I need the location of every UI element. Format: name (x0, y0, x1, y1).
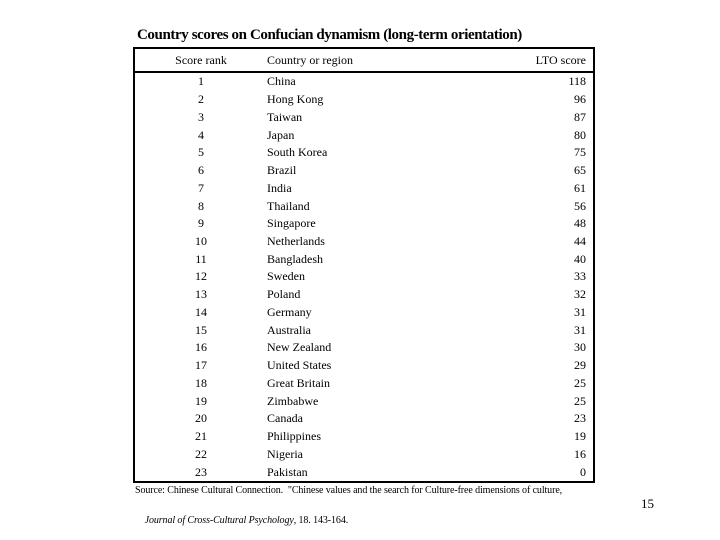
score-cell: 87 (574, 109, 586, 124)
country-cell: Singapore (267, 216, 316, 231)
country-cell: Philippines (267, 429, 322, 444)
rank-cell: 10 (195, 233, 207, 248)
table-row (135, 108, 593, 126)
country-cell: Germany (267, 304, 312, 319)
table-row (135, 268, 593, 286)
table-row (135, 162, 593, 180)
journal-title: Journal of Cross-Cultural Psychology (144, 515, 294, 526)
score-cell: 61 (574, 180, 586, 195)
score-cell: 40 (574, 251, 586, 266)
country-cell: New Zealand (267, 340, 332, 355)
country-cell: South Korea (267, 145, 328, 160)
score-cell: 44 (574, 233, 586, 248)
country-cell: China (267, 74, 296, 89)
score-cell: 29 (574, 358, 586, 373)
score-cell: 56 (574, 198, 586, 213)
table-row (135, 144, 593, 162)
rank-cell: 15 (195, 322, 207, 337)
score-cell: 96 (574, 92, 586, 107)
rank-cell: 4 (198, 127, 204, 142)
score-cell: 0 (580, 464, 586, 479)
country-cell: Bangladesh (267, 251, 323, 266)
rank-cell: 11 (195, 251, 207, 266)
rank-cell: 6 (198, 163, 204, 178)
table-row (135, 410, 593, 428)
table-row (135, 197, 593, 215)
score-cell: 25 (574, 375, 586, 390)
rank-cell: 7 (198, 180, 204, 195)
table-row (135, 321, 593, 339)
country-cell: Japan (267, 127, 295, 142)
country-cell: India (267, 180, 292, 195)
table-row (135, 445, 593, 463)
score-cell: 33 (574, 269, 586, 284)
rank-cell: 9 (198, 216, 204, 231)
country-cell: Canada (267, 411, 303, 426)
rank-cell: 16 (195, 340, 207, 355)
country-cell: Sweden (267, 269, 305, 284)
score-cell: 19 (574, 429, 586, 444)
country-cell: Pakistan (267, 464, 308, 479)
slide-title: Country scores on Confucian dynamism (long-term orientation) (137, 27, 522, 43)
rank-cell: 8 (198, 198, 204, 213)
rank-cell: 19 (195, 393, 207, 408)
score-cell: 31 (574, 304, 586, 319)
country-cell: Hong Kong (267, 92, 324, 107)
country-cell: Zimbabwe (267, 393, 319, 408)
country-cell: Brazil (267, 163, 297, 178)
table-row (135, 286, 593, 304)
score-cell: 65 (574, 163, 586, 178)
rank-cell: 18 (195, 375, 207, 390)
rank-cell: 22 (195, 446, 207, 461)
country-cell: Great Britain (267, 375, 330, 390)
score-cell: 31 (574, 322, 586, 337)
table-row (135, 126, 593, 144)
score-cell: 16 (574, 446, 586, 461)
table-row (135, 233, 593, 251)
country-cell: Thailand (267, 198, 310, 213)
table-row (135, 428, 593, 446)
rank-cell: 23 (195, 464, 207, 479)
country-cell: Australia (267, 322, 311, 337)
score-cell: 118 (568, 74, 586, 89)
country-cell: Taiwan (267, 109, 303, 124)
table-row (135, 374, 593, 392)
score-cell: 23 (574, 411, 586, 426)
table-row (135, 463, 593, 481)
table-row (135, 73, 593, 91)
header-country-or-region: Country or region (267, 52, 353, 67)
score-cell: 30 (574, 340, 586, 355)
country-cell: United States (267, 358, 332, 373)
rank-cell: 1 (198, 74, 204, 89)
country-cell: Nigeria (267, 446, 303, 461)
table-body (135, 73, 593, 481)
table-row (135, 357, 593, 375)
rank-cell: 3 (198, 109, 204, 124)
table-row (135, 215, 593, 233)
country-cell: Poland (267, 287, 301, 302)
journal-issue-pages: , 18. 143-164. (293, 515, 349, 526)
source-citation-line2 (135, 504, 348, 537)
score-cell: 80 (574, 127, 586, 142)
page-number: 15 (641, 496, 654, 511)
table-row (135, 339, 593, 357)
rank-cell: 12 (195, 269, 207, 284)
score-cell: 48 (574, 216, 586, 231)
table-row (135, 304, 593, 322)
rank-cell: 5 (198, 145, 204, 160)
rank-cell: 20 (195, 411, 207, 426)
table-row (135, 250, 593, 268)
table-row (135, 91, 593, 109)
rank-cell: 14 (195, 304, 207, 319)
table-row (135, 392, 593, 410)
rank-cell: 13 (195, 287, 207, 302)
lto-score-table (133, 47, 595, 483)
score-cell: 75 (574, 145, 586, 160)
source-citation-line1: Source: Chinese Cultural Connection. "Chinese values and the search for Culture-free dimensions of culture, (135, 485, 563, 496)
table-row (135, 179, 593, 197)
score-cell: 25 (574, 393, 586, 408)
rank-cell: 21 (195, 429, 207, 444)
rank-cell: 2 (198, 92, 204, 107)
table-header-row (135, 49, 593, 73)
header-lto-score: LTO score (535, 52, 586, 67)
country-cell: Netherlands (267, 233, 325, 248)
header-score-rank: Score rank (175, 52, 227, 67)
score-cell: 32 (574, 287, 586, 302)
rank-cell: 17 (195, 358, 207, 373)
